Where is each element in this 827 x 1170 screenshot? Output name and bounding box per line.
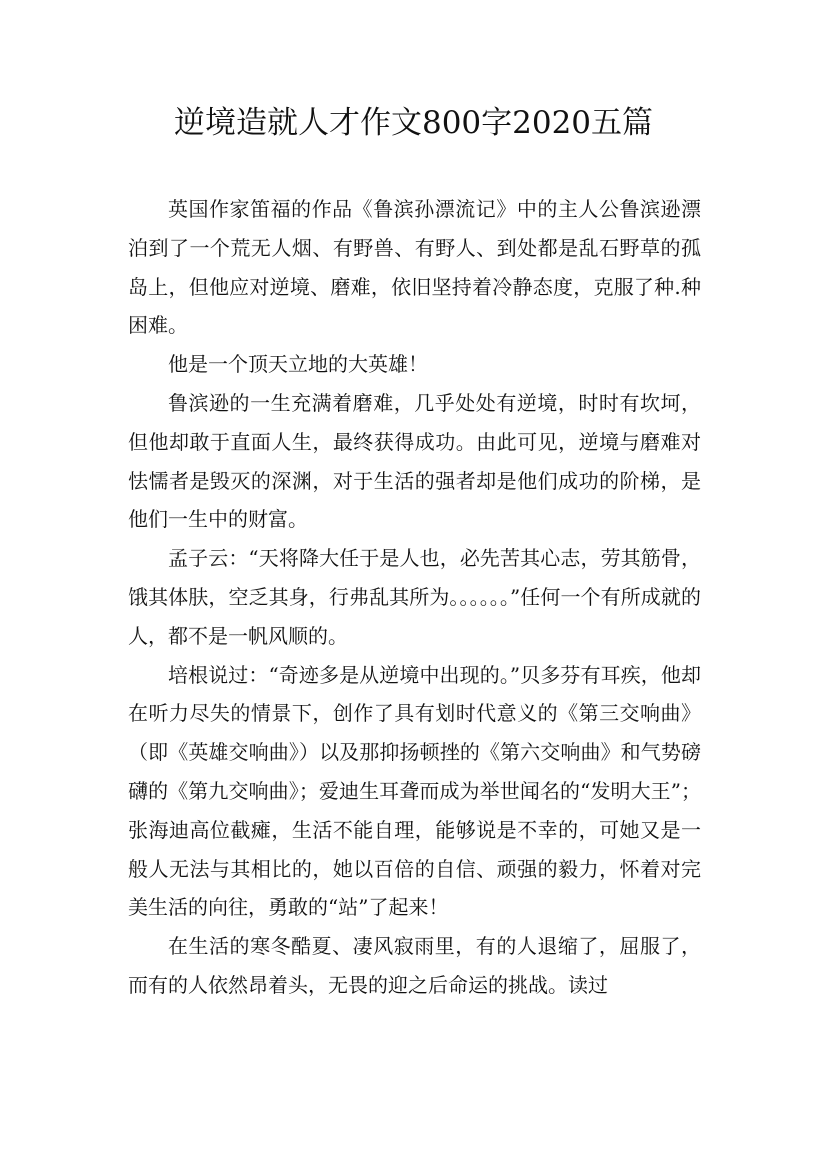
paragraph: 培根说过：“奇迹多是从逆境中出现的。”贝多芬有耳疾，他却在听力尽失的情景下，创作了具有划时代意义的《第三交响曲》（即《英雄交响曲》）以及那抑扬顿挫的《第六交响曲》和气势磅礴的《第九交响曲》；爱迪生耳聋而成为举世闻名的“发明大王”；张海迪高位截瘫，生活不能自理，能够说是不幸的，可她又是一般人无法与其相比的，她以百倍的自信、顽强的毅力，怀着对完美生活的向往，勇敢的“站”了起来！ (128, 662, 701, 920)
paragraph: 孟子云：“天将降大任于是人也，必先苦其心志，劳其筋骨，饿其体肤，空乏其身，行弗乱其所为。。。。。。”任何一个有所成就的人，都不是一帆风顺的。 (128, 546, 701, 648)
document-title: 逆境造就人才作文800字2020五篇 (173, 105, 654, 141)
paragraph: 英国作家笛福的作品《鲁滨孙漂流记》中的主人公鲁滨逊漂泊到了一个荒无人烟、有野兽、有野人、到处都是乱石野草的孤岛上，但他应对逆境、磨难，依旧坚持着冷静态度，克服了种.种困难。 (128, 197, 701, 338)
paragraph: 他是一个顶天立地的大英雄！ (168, 352, 428, 377)
paragraph: 在生活的寒冬酷夏、凄风寂雨里，有的人退缩了，屈服了，而有的人依然昂着头，无畏的迎之后命运的挑战。读过 (128, 934, 701, 997)
paragraph: 鲁滨逊的一生充满着磨难，几乎处处有逆境，时时有坎坷，但他却敢于直面人生，最终获得成功。由此可见，逆境与磨难对怯懦者是毁灭的深渊，对于生活的强者却是他们成功的阶梯，是他们一生中的财富。 (128, 390, 701, 532)
document-body (128, 190, 701, 1005)
